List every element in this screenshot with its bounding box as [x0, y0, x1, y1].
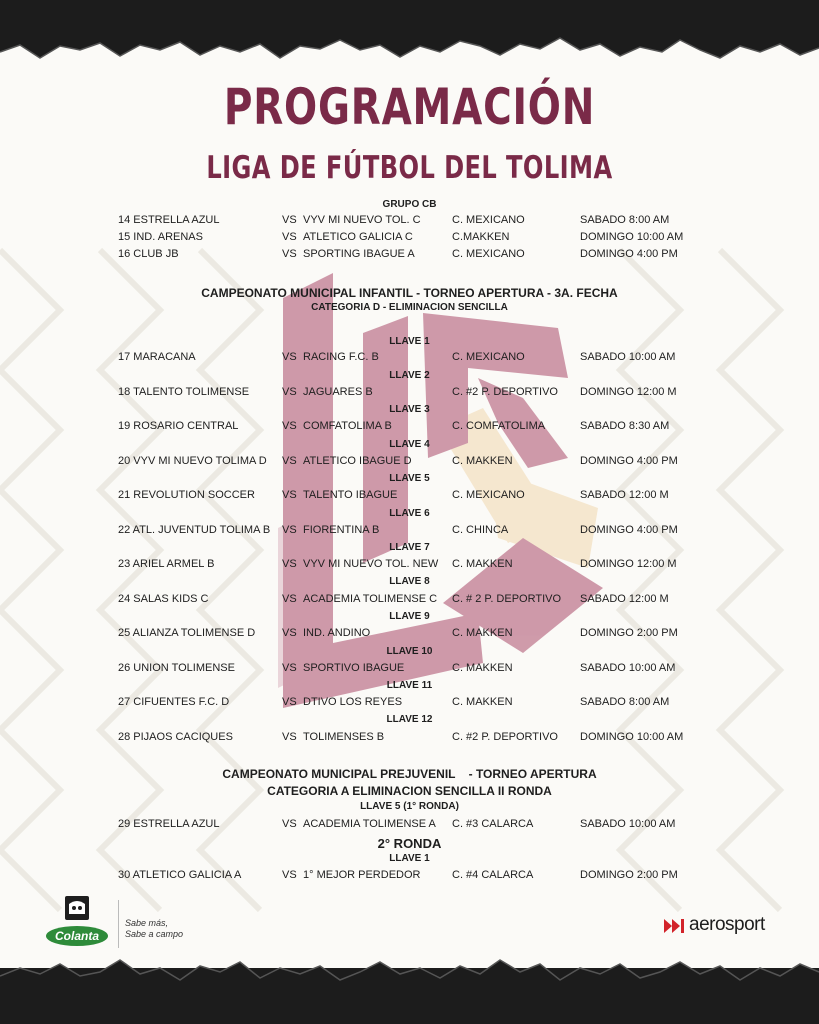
match-time: SABADO 12:00 M: [580, 593, 669, 605]
venue: C. # 2 P. DEPORTIVO: [452, 593, 562, 605]
llave-label: LLAVE 10: [386, 646, 433, 657]
venue: C. COMFATOLIMA: [452, 420, 546, 432]
aerosport-wordmark: aerosport: [689, 914, 765, 935]
match-time: DOMINGO 4:00 PM: [580, 248, 678, 260]
away-team: 1° MEJOR PERDEDOR: [303, 869, 421, 881]
venue: C. MAKKEN: [452, 696, 513, 708]
llave-label: LLAVE 1: [389, 336, 430, 347]
home-team: 16 CLUB JB: [118, 248, 179, 260]
away-team: ATLETICO IBAGUE D: [303, 455, 412, 467]
llave-label: LLAVE 8: [389, 576, 430, 587]
llave-label: LLAVE 1: [389, 853, 430, 864]
vs-label: VS: [282, 386, 297, 398]
vs-label: VS: [282, 593, 297, 605]
section-title: CAMPEONATO MUNICIPAL PREJUVENIL - TORNEO APERTURA: [222, 767, 597, 781]
venue: C. MEXICANO: [452, 489, 525, 501]
llave-label: LLAVE 7: [389, 542, 430, 553]
vs-label: VS: [282, 558, 297, 570]
match-time: SABADO 10:00 AM: [580, 351, 676, 363]
venue: C. #3 CALARCA: [452, 818, 534, 830]
match-time: DOMINGO 2:00 PM: [580, 869, 678, 881]
llave-label: LLAVE 2: [389, 370, 430, 381]
venue: C. MEXICANO: [452, 214, 525, 226]
section-subtitle: CATEGORIA A ELIMINACION SENCILLA II RONDA: [267, 784, 552, 798]
llave-label: LLAVE 11: [386, 680, 433, 691]
home-team: 14 ESTRELLA AZUL: [118, 214, 220, 226]
match-time: DOMINGO 10:00 AM: [580, 731, 684, 743]
llave-label: LLAVE 9: [389, 611, 430, 622]
vs-label: VS: [282, 662, 297, 674]
match-time: DOMINGO 2:00 PM: [580, 627, 678, 639]
away-team: VYV MI NUEVO TOL. NEW: [303, 558, 439, 570]
venue: C. #2 P. DEPORTIVO: [452, 386, 558, 398]
vs-label: VS: [282, 455, 297, 467]
page-subtitle: LIGA DE FÚTBOL DEL TOLIMA: [206, 150, 613, 186]
venue: C. MEXICANO: [452, 351, 525, 363]
home-team: 28 PIJAOS CACIQUES: [118, 731, 233, 743]
away-team: SPORTIVO IBAGUE: [303, 662, 405, 674]
llave-label: LLAVE 3: [389, 404, 430, 415]
match-time: DOMINGO 4:00 PM: [580, 524, 678, 536]
home-team: 25 ALIANZA TOLIMENSE D: [118, 627, 256, 639]
match-time: SABADO 8:00 AM: [580, 214, 670, 226]
vs-label: VS: [282, 214, 297, 226]
venue: C. CHINCA: [452, 524, 509, 536]
away-team: TALENTO IBAGUE: [303, 489, 398, 501]
section-subtitle: CATEGORIA D - ELIMINACION SENCILLA: [311, 302, 508, 313]
vs-label: VS: [282, 818, 297, 830]
group-header: GRUPO CB: [382, 199, 437, 210]
llave-label: LLAVE 4: [389, 439, 430, 450]
away-team: IND. ANDINO: [303, 627, 371, 639]
home-team: 15 IND. ARENAS: [118, 231, 203, 243]
llave-label: LLAVE 5 (1° RONDA): [360, 801, 459, 812]
colanta-slogan-line: Sabe más,: [125, 918, 169, 928]
vs-label: VS: [282, 696, 297, 708]
home-team: 26 UNION TOLIMENSE: [118, 662, 235, 674]
match-time: SABADO 8:30 AM: [580, 420, 670, 432]
venue: C. MAKKEN: [452, 455, 513, 467]
match-time: SABADO 10:00 AM: [580, 662, 676, 674]
home-team: 18 TALENTO TOLIMENSE: [118, 386, 250, 398]
vs-label: VS: [282, 248, 297, 260]
llave-label: LLAVE 5: [389, 473, 430, 484]
away-team: COMFATOLIMA B: [303, 420, 392, 432]
away-team: TOLIMENSES B: [303, 731, 385, 743]
colanta-slogan-line: Sabe a campo: [125, 929, 184, 939]
vs-label: VS: [282, 231, 297, 243]
away-team: ACADEMIA TOLIMENSE A: [303, 818, 436, 830]
venue: C.MAKKEN: [452, 231, 510, 243]
home-team: 22 ATL. JUVENTUD TOLIMA B: [118, 524, 271, 536]
home-team: 30 ATLETICO GALICIA A: [118, 869, 242, 881]
vs-label: VS: [282, 489, 297, 501]
away-team: DTIVO LOS REYES: [303, 696, 403, 708]
away-team: SPORTING IBAGUE A: [303, 248, 415, 260]
away-team: JAGUARES B: [303, 386, 373, 398]
match-time: SABADO 12:00 M: [580, 489, 669, 501]
vs-label: VS: [282, 524, 297, 536]
llave-label: LLAVE 6: [389, 508, 430, 519]
venue: C. MAKKEN: [452, 558, 513, 570]
home-team: 24 SALAS KIDS C: [118, 593, 209, 605]
colanta-wordmark: Colanta: [54, 929, 100, 943]
home-team: 19 ROSARIO CENTRAL: [118, 420, 239, 432]
match-time: DOMINGO 12:00 M: [580, 558, 677, 570]
home-team: 23 ARIEL ARMEL B: [118, 558, 215, 570]
away-team: FIORENTINA B: [303, 524, 380, 536]
home-team: 29 ESTRELLA AZUL: [118, 818, 220, 830]
away-team: ATLETICO GALICIA C: [303, 231, 413, 243]
home-team: 27 CIFUENTES F.C. D: [118, 696, 230, 708]
match-time: SABADO 8:00 AM: [580, 696, 670, 708]
match-time: DOMINGO 10:00 AM: [580, 231, 684, 243]
home-team: 20 VYV MI NUEVO TOLIMA D: [118, 455, 267, 467]
home-team: 21 REVOLUTION SOCCER: [118, 489, 255, 501]
venue: C. #4 CALARCA: [452, 869, 534, 881]
match-time: DOMINGO 4:00 PM: [580, 455, 678, 467]
venue: C. MAKKEN: [452, 627, 513, 639]
vs-label: VS: [282, 351, 297, 363]
away-team: RACING F.C. B: [303, 351, 379, 363]
vs-label: VS: [282, 869, 297, 881]
match-time: SABADO 10:00 AM: [580, 818, 676, 830]
vs-label: VS: [282, 731, 297, 743]
round-label: 2° RONDA: [377, 836, 442, 851]
vs-label: VS: [282, 420, 297, 432]
section-title: CAMPEONATO MUNICIPAL INFANTIL - TORNEO APERTURA - 3A. FECHA: [201, 286, 618, 300]
home-team: 17 MARACANA: [118, 351, 196, 363]
away-team: VYV MI NUEVO TOL. C: [303, 214, 421, 226]
venue: C. #2 P. DEPORTIVO: [452, 731, 558, 743]
page-title: PROGRAMACIÓN: [223, 78, 596, 136]
venue: C. MAKKEN: [452, 662, 513, 674]
match-time: DOMINGO 12:00 M: [580, 386, 677, 398]
vs-label: VS: [282, 627, 297, 639]
llave-label: LLAVE 12: [386, 714, 433, 725]
torn-edge-bottom: [0, 914, 819, 1024]
venue: C. MEXICANO: [452, 248, 525, 260]
away-team: ACADEMIA TOLIMENSE C: [303, 593, 438, 605]
